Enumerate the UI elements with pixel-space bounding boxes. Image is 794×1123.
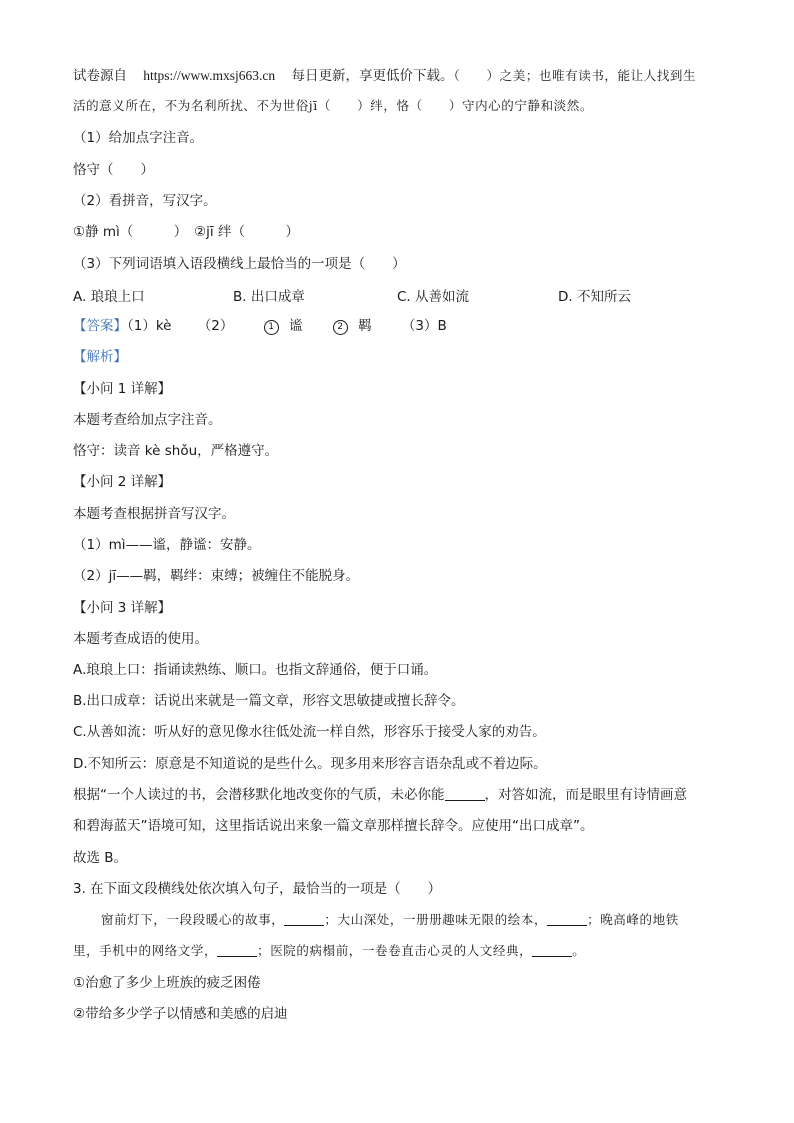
q2-item: ①静 mì（ ） ②jī 绊（ ） xyxy=(73,224,299,240)
blank-line xyxy=(547,911,587,926)
passage-seg: 里，手机中的网络文学， xyxy=(73,943,218,958)
blank-line xyxy=(532,942,572,957)
passage-seg: ；晚高峰的地铁 xyxy=(587,912,679,927)
answer-line xyxy=(73,316,447,336)
sub3-option-c: C.从善如流：听从好的意见像水往低处流一样自然，形容乐于接受人家的劝告。 xyxy=(73,724,546,740)
sub3-line1: 本题考查成语的使用。 xyxy=(73,631,208,647)
source-suffix: 每日更新，享更低价下载。 xyxy=(291,68,454,84)
explain-pre: 根据“一个人读过的书，会潜移默化地改变你的气质，未必你能 xyxy=(73,787,445,803)
answer-part1: （1）kè xyxy=(127,318,172,334)
header-line xyxy=(73,66,696,86)
passage-seg: ；医院的病榻前，一卷卷直击心灵的人文经典， xyxy=(257,943,533,958)
q1-label: （1）给加点字注音。 xyxy=(73,130,204,146)
passage-line1-tail: （ ）之美；也唯有读书，能让人找到生 xyxy=(453,68,697,83)
option-a: A. 琅琅上口 xyxy=(73,289,145,305)
answer-part3: （3）B xyxy=(401,318,447,334)
option-b: B. 出口成章 xyxy=(233,289,305,305)
answer-a1: 谧 xyxy=(288,318,303,334)
blank-line xyxy=(217,942,257,957)
sub3-explain-line2: 和碧海蓝天”语境可知，这里指话说出来象一篇文章那样擅长辞令。应使用“出口成章”。 xyxy=(73,818,594,834)
q3-stem: 3. 在下面文段横线处依次填入句子，最恰当的一项是（ ） xyxy=(73,881,442,897)
passage-seg: 窗前灯下，一段段暖心的故事， xyxy=(101,912,285,927)
option-c: C. 从善如流 xyxy=(397,289,470,305)
sub2-line2: （1）mì——谧，静谧：安静。 xyxy=(73,537,261,553)
sub2-title: 【小问 2 详解】 xyxy=(73,474,172,490)
sub3-option-b: B.出口成章：话说出来就是一篇文章，形容文思敏捷或擅长辞令。 xyxy=(73,693,465,709)
q2-label: （2）看拼音，写汉字。 xyxy=(73,193,217,209)
passage-line2: 活的意义所在，不为名利所扰、不为世俗jī（ ）绊，恪（ ）守内心的宁静和淡然。 xyxy=(73,98,593,113)
q3-option-1: ①治愈了多少上班族的疲乏困倦 xyxy=(73,975,261,991)
circled-number-1: 1 xyxy=(264,320,279,335)
blank-line xyxy=(284,911,324,926)
source-url[interactable]: https://www.mxsj663.cn xyxy=(143,68,276,83)
sub2-line1: 本题考查根据拼音写汉字。 xyxy=(73,506,235,522)
explain-post: ，对答如流，而是眼里有诗情画意 xyxy=(484,787,687,803)
conclusion: 故选 B。 xyxy=(73,850,128,866)
q3-label: （3）下列词语填入语段横线上最恰当的一项是（ ） xyxy=(73,256,406,272)
answer-a2: 羁 xyxy=(358,318,372,334)
sub1-line2: 恪守：读音 kè shǒu，严格遵守。 xyxy=(73,443,279,459)
sub3-option-d: D.不知所云：原意是不知道说的是些什么。现多用来形容言语杂乱或不着边际。 xyxy=(73,756,547,772)
option-d: D. 不知所云 xyxy=(558,289,631,305)
blank-line xyxy=(445,786,485,801)
sub3-title: 【小问 3 详解】 xyxy=(73,600,172,616)
sub3-explain-line1 xyxy=(73,785,687,805)
circled-number-2: 2 xyxy=(333,320,348,335)
passage-seg: ；大山深处，一册册趣味无限的绘本， xyxy=(324,912,548,927)
answer-part2: （2） xyxy=(197,318,234,334)
sub1-title: 【小问 1 详解】 xyxy=(73,381,172,397)
sub2-line3: （2）jī——羁，羁绊：束缚；被缠住不能脱身。 xyxy=(73,568,360,584)
q3-passage-line1 xyxy=(101,910,679,930)
sub3-option-a: A.琅琅上口：指诵读熟练、顺口。也指文辞通俗，便于口诵。 xyxy=(73,662,438,678)
answer-tag: 【答案】 xyxy=(73,318,127,334)
q3-option-2: ②带给多少学子以情感和美感的启迪 xyxy=(73,1006,288,1022)
passage-seg: 。 xyxy=(572,943,586,958)
analysis-tag: 【解析】 xyxy=(73,349,127,365)
q3-passage-line2 xyxy=(73,941,585,961)
sub1-line1: 本题考查给加点字注音。 xyxy=(73,412,222,428)
source-prefix: 试卷源自 xyxy=(73,68,127,84)
q1-item: 恪守（ ） xyxy=(73,162,154,178)
